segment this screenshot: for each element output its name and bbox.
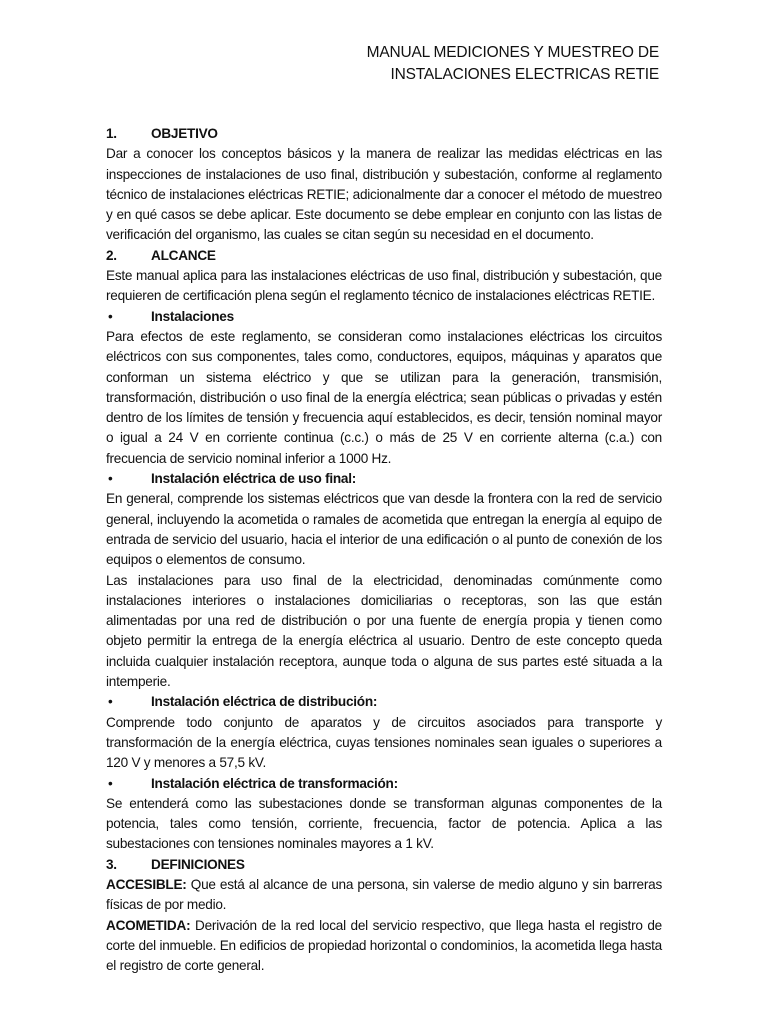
paragraph-uso-final-1: En general, comprende los sistemas eléctricos que van desde la frontera con la red de servicio general, incluyendo la acometida o ramales de acometida que entregan la energía al equipo de entrada de servicio del usuario, hacia el interior de una edificación o al punto de conexión de los equipos o elementos de consumo. <box>106 491 662 568</box>
bullet-heading-uso-final <box>106 469 662 489</box>
bullet-title: Instalación eléctrica de distribución: <box>151 694 378 710</box>
paragraph-distribucion: Comprende todo conjunto de aparatos y de circuitos asociados para transporte y transformación de la energía eléctrica, cuyas tensiones nominales sean iguales o superiores a 120 V y menores a 57,5 kV. <box>106 714 662 771</box>
section-number: 1. <box>106 126 117 141</box>
bullet-heading-distribucion <box>106 692 662 712</box>
bullet-heading-transformacion <box>106 774 662 794</box>
bullet-title: Instalaciones <box>151 308 234 324</box>
bullet-icon: • <box>108 775 113 791</box>
section-title: OBJETIVO <box>151 126 218 141</box>
bullet-icon: • <box>108 471 113 487</box>
bullet-title: Instalación eléctrica de transformación: <box>151 775 398 791</box>
section-heading-alcance <box>106 246 662 266</box>
definition-term: ACOMETIDA: <box>106 917 191 933</box>
section-number: 2. <box>106 247 117 263</box>
paragraph-uso-final-2: Las instalaciones para uso final de la electricidad, denominadas comúnmente como instalaciones interiores o instalaciones domiciliarias o receptoras, son las que están alimentadas por una red de distribución o por una fuente de energía propia y tienen como objeto permitir la entrega de la energía eléctrica al usuario. Dentro de este concepto queda incluida cualquier instalación receptora, aunque toda o alguna de sus partes esté situada a la intemperie. <box>106 572 662 690</box>
document-title <box>106 42 659 86</box>
paragraph-transformacion: Se entenderá como las subestaciones donde se transforman algunas componentes de la potencia, tales como tensión, corriente, frecuencia, factor de potencia. Aplica a las subestaciones con tensiones nominales mayores a 1 kV. <box>106 795 662 852</box>
document-body <box>106 124 662 976</box>
definition-text: Derivación de la red local del servicio respectivo, que llega hasta el registro de corte del inmueble. En edificios de propiedad horizontal o condominios, la acometida llega hasta el registro de corte general. <box>106 917 662 974</box>
title-line-1: MANUAL MEDICIONES Y MUESTREO DE <box>366 44 659 61</box>
bullet-title: Instalación eléctrica de uso final: <box>151 471 357 487</box>
paragraph-alcance: Este manual aplica para las instalaciones eléctricas de uso final, distribución y subestación, que requieren de certificación plena según el reglamento técnico de instalaciones eléctricas RETIE. <box>106 268 662 304</box>
definition-accesible <box>106 875 662 916</box>
section-heading-definiciones <box>106 855 662 875</box>
definition-term: ACCESIBLE: <box>106 876 187 892</box>
section-title: ALCANCE <box>151 247 216 263</box>
bullet-icon: • <box>108 308 113 324</box>
paragraph-objetivo: Dar a conocer los conceptos básicos y la manera de realizar las medidas eléctricas en las inspecciones de instalaciones de uso final, distribución y subestación, conforme al reglamento técnico de instalaciones eléctricas RETIE; adicionalmente dar a conocer el método de muestreo y en qué casos se debe aplicar. Este documento se debe emplear en conjunto con las listas de verificación del organismo, las cuales se citan según su necesidad en el documento. <box>106 146 662 243</box>
bullet-icon: • <box>108 694 113 710</box>
section-title: DEFINICIONES <box>151 856 245 872</box>
bullet-heading-instalaciones <box>106 307 662 327</box>
section-heading-objetivo <box>106 124 662 144</box>
paragraph-instalaciones: Para efectos de este reglamento, se consideran como instalaciones eléctricas los circuitos eléctricos con sus componentes, tales como, conductores, equipos, máquinas y aparatos que conforman un sistema eléctrico y que se utilizan para la generación, transmisión, transformación, distribución o uso final de la energía eléctrica; sean públicas o privadas y estén dentro de los límites de tensión y frecuencia aquí establecidos, es decir, tensión nominal mayor o igual a 24 V en corriente continua (c.c.) o más de 25 V en corriente alterna (c.a.) con frecuencia de servicio nominal inferior a 1000 Hz. <box>106 328 662 466</box>
section-number: 3. <box>106 856 117 872</box>
definition-text: Que está al alcance de una persona, sin valerse de medio alguno y sin barreras físicas de por medio. <box>106 876 662 913</box>
title-line-2: INSTALACIONES ELECTRICAS RETIE <box>390 66 659 83</box>
definition-acometida <box>106 916 662 977</box>
